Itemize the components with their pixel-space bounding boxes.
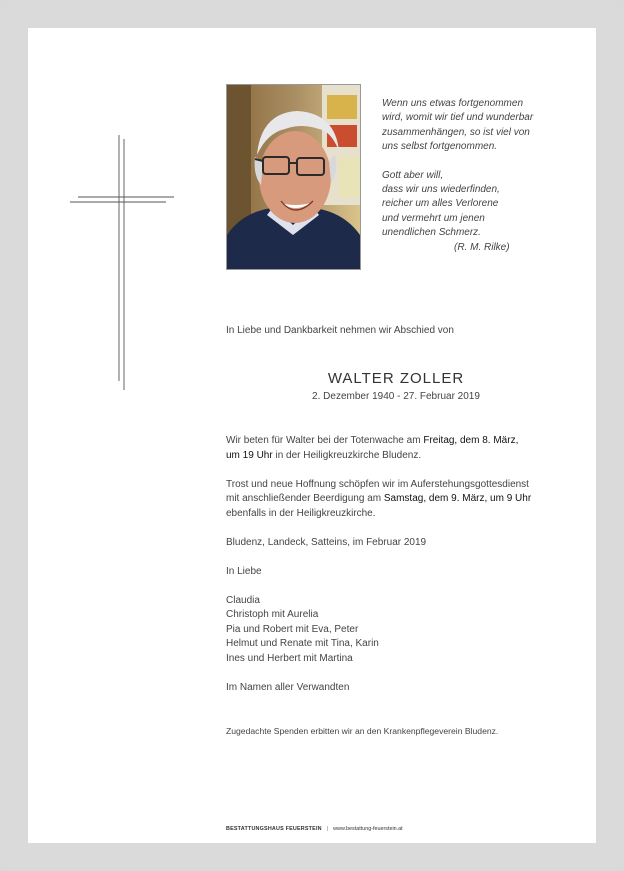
family-member: Helmut und Renate mit Tina, Karin [226, 638, 379, 649]
poem-line: zusammenhängen, so ist viel von [382, 126, 530, 138]
poem-author: (R. M. Rilke) [454, 241, 510, 253]
donation-note: Zugedachte Spenden erbitten wir an den Krankenpflegeverein Bludenz. [226, 726, 499, 736]
poem-line: Wenn uns etwas fortgenommen [382, 98, 524, 109]
wake-text: Wir beten für Walter bei der Totenwache am [226, 435, 424, 446]
funeral-paragraph: Trost und neue Hoffnung schöpfen wir im Auferstehungsgottesdienst mit anschließender Beerdigung am Samstag, dem 9. März, um 9 Uhr ebenfalls in der Heiligkreuzkirche. [226, 478, 532, 519]
poem-line: und vermehrt um jenen [382, 212, 485, 224]
family-member: Ines und Herbert mit Martina [226, 652, 353, 664]
cross-icon [70, 135, 174, 390]
portrait-photo [226, 84, 361, 270]
wake-date: Freitag, dem 8. März, [423, 435, 519, 446]
poem-line: uns selbst fortgenommen. [382, 141, 498, 153]
deceased-name: WALTER ZOLLER [327, 370, 465, 387]
poem-line: wird, womit wir tief und wunderbar [382, 112, 534, 124]
farewell-intro: In Liebe und Dankbarkeit nehmen wir Abschied von [226, 325, 454, 336]
footer-website[interactable]: www.bestattung-feuerstein.at [333, 826, 403, 832]
funeral-date: Samstag, dem 9. März, um 9 Uhr [383, 493, 532, 504]
family-list [226, 594, 566, 667]
obituary-body [226, 434, 566, 710]
footer-brand: BESTATTUNGSHAUS FEUERSTEIN [226, 826, 322, 832]
place-date: Bludenz, Landeck, Satteins, im Februar 2019 [226, 536, 427, 548]
family-member: Claudia [226, 594, 260, 606]
wake-paragraph [226, 434, 566, 463]
family-member: Christoph mit Aurelia [226, 609, 319, 620]
poem-line: Gott aber will, [382, 169, 444, 181]
poem-line: reicher um alles Verlorene [382, 198, 499, 210]
family-member: Pia und Robert mit Eva, Peter [226, 623, 359, 635]
poem-line: dass wir uns wiederfinden, [382, 184, 500, 196]
in-love: In Liebe [226, 565, 262, 577]
rilke-poem [382, 97, 582, 255]
footer [226, 826, 403, 832]
wake-place: in der Heiligkreuzkirche Bludenz. [272, 449, 422, 461]
life-dates: 2. Dezember 1940 - 27. Februar 2019 [312, 391, 480, 402]
poem-line: unendlichen Schmerz. [382, 227, 481, 239]
relatives-note: Im Namen aller Verwandten [226, 681, 350, 693]
footer-separator: | [326, 826, 329, 832]
wake-time: um 19 Uhr [226, 449, 273, 461]
